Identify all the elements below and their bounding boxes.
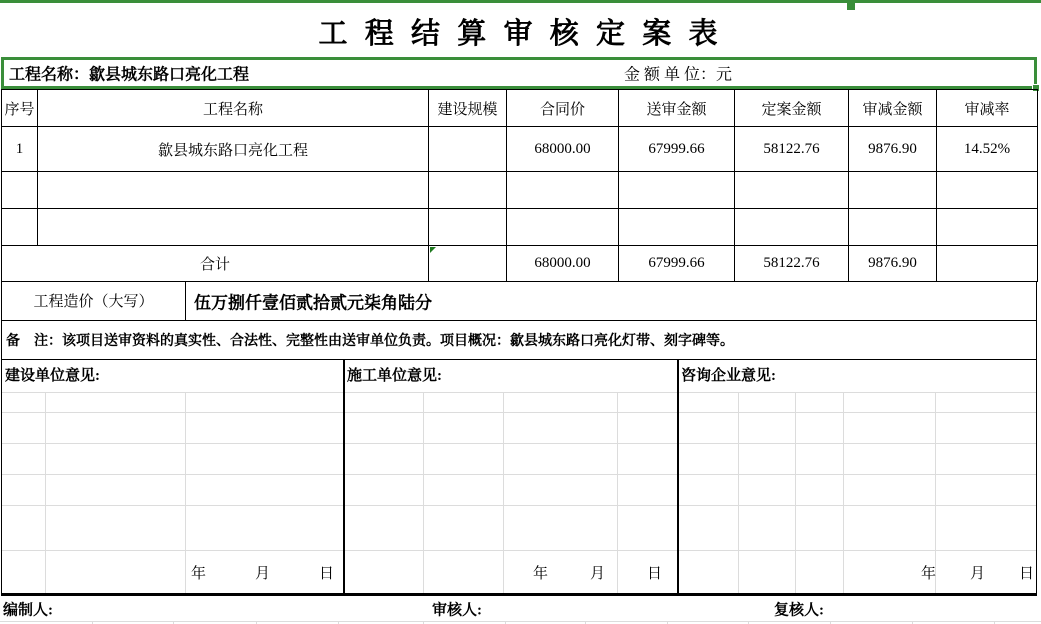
project-name-label: 工程名称：歙县城东路口亮化工程	[9, 66, 250, 84]
page-title: 工 程 结 算 审 核 定 案 表	[318, 18, 723, 50]
consultant-opinion-label[interactable]: 咨询企业意见:	[681, 368, 776, 384]
cell-project[interactable]: 歙县城东路口亮化工程	[38, 127, 429, 172]
cell-seq[interactable]: 1	[2, 127, 38, 172]
table-row	[2, 127, 1038, 172]
cell-empty[interactable]	[849, 209, 937, 246]
month-label: 月	[254, 565, 270, 582]
month-label: 月	[589, 565, 605, 582]
header-reduction-rate[interactable]: 审减率	[937, 90, 1038, 127]
cell-scale[interactable]	[429, 127, 507, 172]
owner-opinion-label[interactable]: 建设单位意见:	[5, 368, 100, 384]
signature-row	[0, 597, 1041, 621]
day-label: 日	[646, 565, 662, 582]
cell-contract[interactable]: 68000.00	[507, 127, 619, 172]
cell-empty[interactable]	[849, 172, 937, 209]
cell-empty[interactable]	[38, 172, 429, 209]
cell-empty[interactable]	[38, 209, 429, 246]
cost-in-words-label[interactable]: 工程造价（大写）	[2, 281, 186, 320]
reviewer-label[interactable]: 复核人:	[774, 602, 824, 619]
cell-empty[interactable]	[735, 209, 849, 246]
settlement-table	[1, 89, 1038, 282]
total-rate[interactable]	[937, 246, 1038, 282]
header-finalized-amount[interactable]: 定案金额	[735, 90, 849, 127]
remark-text: 备 注：该项目送审资料的真实性、合法性、完整性由送审单位负责。项目概况：歙县城东路口亮化灯带、刻字碑等。	[6, 334, 734, 349]
cost-in-words-value[interactable]: 伍万捌仟壹佰贰拾贰元柒角陆分	[194, 293, 432, 312]
total-reduced[interactable]: 9876.90	[849, 246, 937, 282]
year-label: 年	[920, 565, 936, 582]
header-contract-price[interactable]: 合同价	[507, 90, 619, 127]
header-reduced-amount[interactable]: 审减金额	[849, 90, 937, 127]
header-seq[interactable]: 序号	[2, 90, 38, 127]
table-row	[2, 209, 1038, 246]
gridline	[0, 621, 1041, 622]
cell-rate[interactable]: 14.52%	[937, 127, 1038, 172]
total-finalized[interactable]: 58122.76	[735, 246, 849, 282]
header-scale[interactable]: 建设规模	[429, 90, 507, 127]
amount-unit-label: 金 额 单 位：元	[624, 66, 733, 84]
selection-border-top-fragment	[0, 0, 1041, 3]
header-project[interactable]: 工程名称	[38, 90, 429, 127]
preparer-label[interactable]: 编制人:	[3, 602, 53, 619]
cell-empty[interactable]	[507, 172, 619, 209]
fill-handle-top[interactable]	[847, 3, 855, 10]
date-line	[679, 550, 1038, 594]
date-line	[2, 550, 343, 594]
auditor-label[interactable]: 审核人:	[432, 602, 482, 619]
month-label: 月	[969, 565, 985, 582]
cell-empty[interactable]	[937, 209, 1038, 246]
cell-empty[interactable]	[619, 209, 735, 246]
cell-empty[interactable]	[429, 172, 507, 209]
cell-finalized[interactable]: 58122.76	[735, 127, 849, 172]
cell-reduced[interactable]: 9876.90	[849, 127, 937, 172]
total-contract[interactable]: 68000.00	[507, 246, 619, 282]
cost-in-words-row	[1, 281, 1037, 321]
selected-range[interactable]	[1, 57, 1037, 89]
cell-empty[interactable]	[937, 172, 1038, 209]
day-label: 日	[1018, 565, 1034, 582]
total-row	[2, 246, 1038, 282]
cell-empty[interactable]	[507, 209, 619, 246]
cell-empty[interactable]	[619, 172, 735, 209]
opinions-region	[1, 360, 1037, 596]
total-scale-cell[interactable]	[429, 246, 507, 282]
date-line	[345, 550, 677, 594]
cell-empty[interactable]	[735, 172, 849, 209]
year-label: 年	[532, 565, 548, 582]
cell-empty[interactable]	[429, 209, 507, 246]
total-label[interactable]: 合计	[2, 246, 429, 282]
contractor-opinion-label[interactable]: 施工单位意见:	[347, 368, 442, 384]
cell-empty[interactable]	[2, 172, 38, 209]
table-header-row	[2, 90, 1038, 127]
total-submitted[interactable]: 67999.66	[619, 246, 735, 282]
remark-row[interactable]	[1, 321, 1037, 360]
table-row	[2, 172, 1038, 209]
year-label: 年	[190, 565, 206, 582]
day-label: 日	[318, 565, 334, 582]
cell-empty[interactable]	[2, 209, 38, 246]
error-indicator-triangle	[430, 247, 436, 253]
header-submitted-amount[interactable]: 送审金额	[619, 90, 735, 127]
cell-submitted[interactable]: 67999.66	[619, 127, 735, 172]
